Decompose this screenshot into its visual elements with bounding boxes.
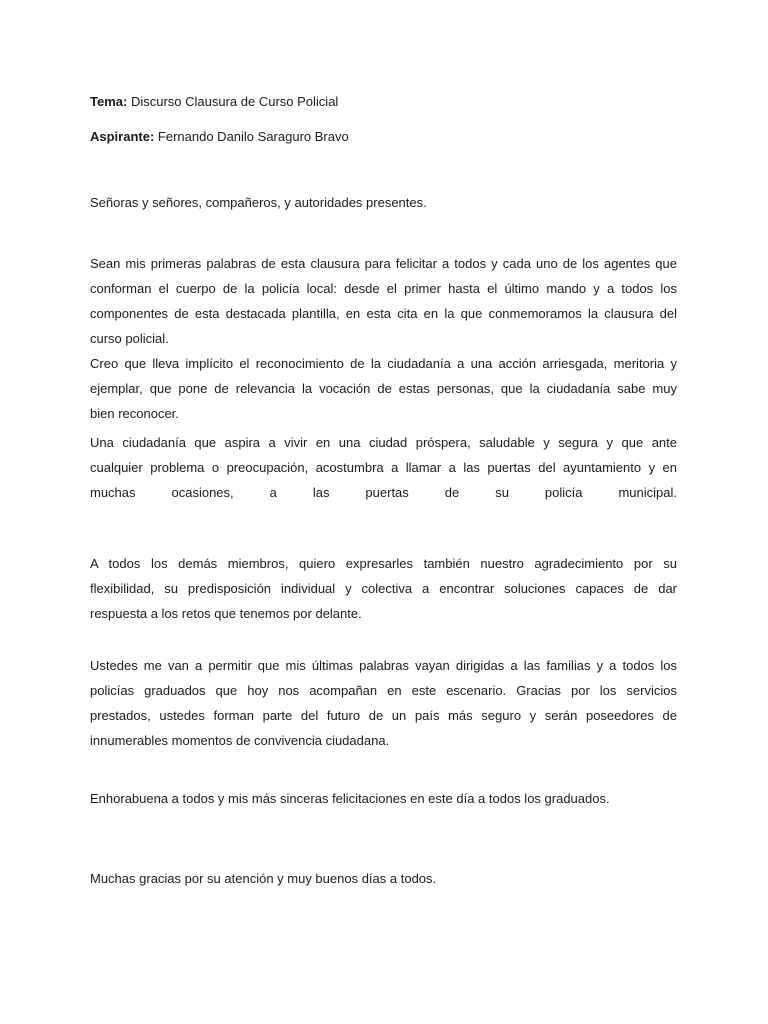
paragraph-line: bien reconocer. — [90, 406, 179, 421]
topic-line — [90, 89, 677, 114]
paragraph-recognition — [90, 351, 677, 426]
topic-label: Tema: — [90, 94, 128, 109]
paragraph-line: Una ciudadanía que aspira a vivir en una ciudad próspera, saludable y segura y que ante — [90, 435, 677, 450]
salutation-line: Señoras y señores, compañeros, y autoridades presentes. — [90, 195, 427, 210]
congratulations-line: Enhorabuena a todos y mis más sinceras felicitaciones en este día a todos los graduados. — [90, 791, 610, 806]
paragraph-line: innumerables momentos de convivencia ciudadana. — [90, 733, 390, 748]
aspirant-line — [90, 124, 677, 149]
paragraph-line: curso policial. — [90, 331, 169, 346]
paragraph-opening — [90, 251, 677, 351]
thanks-line: Muchas gracias por su atención y muy buenos días a todos. — [90, 871, 437, 886]
topic-value: Discurso Clausura de Curso Policial — [130, 94, 339, 109]
paragraph-line: conforman el cuerpo de la policía local: desde el primer hasta el último mando y a todos los — [90, 281, 677, 296]
paragraph-line: cualquier problema o preocupación, acostumbra a llamar a las puertas del ayuntamiento y en — [90, 460, 677, 475]
paragraph-families — [90, 653, 677, 753]
paragraph-line: Ustedes me van a permitir que mis últimas palabras vayan dirigidas a las familias y a todos los — [90, 658, 677, 673]
paragraph-line: ejemplar, que pone de relevancia la vocación de estas personas, que la ciudadanía sabe muy — [90, 381, 677, 396]
paragraph-gratitude — [90, 551, 677, 626]
paragraph-line: respuesta a los retos que tenemos por delante. — [90, 606, 362, 621]
paragraph-line: flexibilidad, su predisposición individual y colectiva a encontrar soluciones capaces de dar — [90, 581, 677, 596]
paragraph-line: Sean mis primeras palabras de esta clausura para felicitar a todos y cada uno de los agentes que — [90, 256, 677, 271]
paragraph-line: componentes de esta destacada plantilla, en esta cita en la que conmemoramos la clausura del — [90, 306, 677, 321]
paragraph-line: muchas ocasiones, a las puertas de su policía municipal. — [90, 485, 677, 500]
paragraph-line: policías graduados que hoy nos acompañan en este escenario. Gracias por los servicios — [90, 683, 677, 698]
paragraph-line: Creo que lleva implícito el reconocimiento de la ciudadanía a una acción arriesgada, meritoria y — [90, 356, 677, 371]
paragraph-line: prestados, ustedes forman parte del futuro de un país más seguro y serán poseedores de — [90, 708, 677, 723]
document-body — [90, 0, 677, 891]
paragraph-line: A todos los demás miembros, quiero expresarles también nuestro agradecimiento por su — [90, 556, 677, 571]
aspirant-label: Aspirante: — [90, 129, 155, 144]
paragraph-citizenship — [90, 430, 677, 505]
aspirant-value: Fernando Danilo Saraguro Bravo — [157, 129, 349, 144]
